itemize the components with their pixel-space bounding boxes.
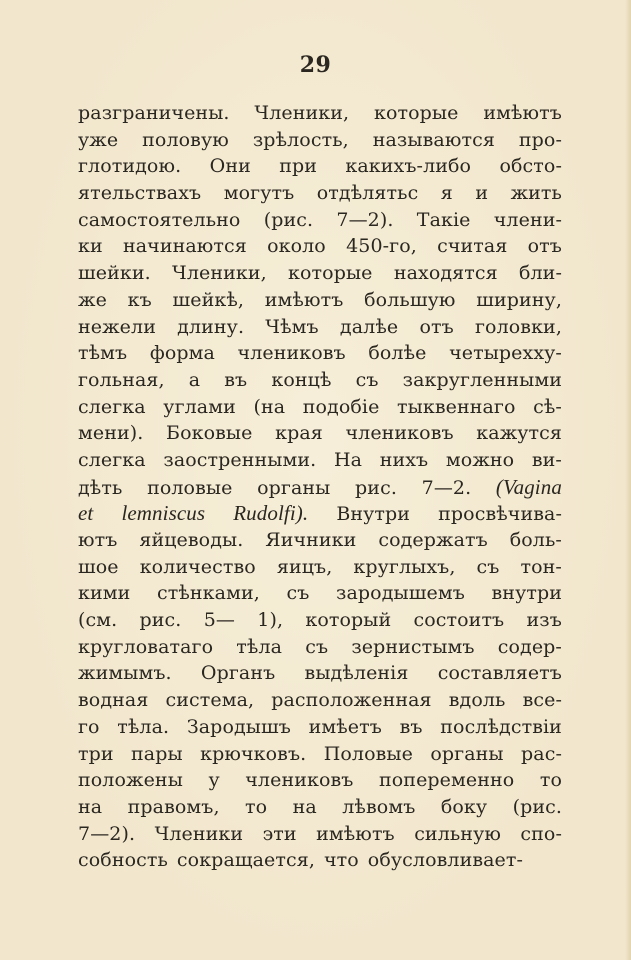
word: et: [78, 501, 94, 526]
word: имѣетъ: [308, 715, 382, 738]
word: обсто-: [499, 155, 562, 178]
word: четырехху-: [449, 342, 562, 365]
word: (рис.: [512, 795, 562, 818]
word: тыквеннаго: [397, 395, 516, 418]
word: внутри: [491, 582, 562, 605]
word: жимымъ.: [78, 662, 172, 685]
word: органы: [430, 742, 504, 765]
word: лѣвомъ: [342, 795, 416, 818]
text-line: [78, 180, 562, 207]
word: 1),: [257, 609, 284, 632]
word: Зародышъ: [186, 715, 291, 738]
word: слегка: [78, 395, 146, 418]
word: зародышемъ: [336, 582, 465, 605]
text-line: [78, 100, 562, 127]
word: зрѣлость,: [252, 128, 349, 151]
word: спо-: [520, 822, 562, 845]
word: кругловатаго: [78, 635, 214, 658]
word: болѣе: [368, 342, 427, 365]
text-line: [78, 500, 562, 527]
word: 7—2).: [336, 208, 394, 231]
word: шейки.: [78, 262, 151, 285]
word: можно: [445, 448, 515, 471]
text-line: [78, 233, 562, 260]
word: я: [440, 182, 453, 205]
word: подобіе: [302, 395, 380, 418]
word: съ: [476, 555, 500, 578]
word: просвѣчива-: [438, 503, 562, 526]
text-line: [78, 580, 562, 607]
word: положены: [78, 769, 183, 792]
word: нежели: [78, 315, 156, 338]
word: (на: [253, 395, 286, 418]
word: около: [267, 235, 326, 258]
word: тѣла.: [117, 715, 170, 738]
word: отъ: [527, 235, 562, 258]
word: ятельствахъ: [78, 182, 202, 205]
word: шейкѣ,: [172, 288, 245, 311]
text-line: [78, 794, 562, 821]
text-line: [78, 474, 562, 501]
word: и: [475, 182, 489, 205]
word: члениковъ: [237, 342, 346, 365]
word: тон-: [520, 555, 562, 578]
word: имѣютъ: [316, 822, 395, 845]
word: въ: [224, 368, 248, 391]
word: далѣе: [339, 315, 399, 338]
word: дѣть: [78, 476, 123, 499]
word: круглыхъ,: [353, 555, 456, 578]
word: изъ: [526, 609, 562, 632]
word: состоитъ: [413, 609, 505, 632]
word: система,: [165, 689, 255, 712]
word: Внутри: [336, 503, 411, 526]
word: Членики: [154, 822, 244, 845]
word: эти: [262, 822, 297, 845]
word: разграничены.: [78, 102, 230, 124]
text-line: [78, 527, 562, 554]
word: на: [292, 795, 317, 818]
word: которые: [373, 102, 459, 124]
word: а: [188, 368, 201, 391]
word: члениковъ: [345, 422, 454, 445]
word: содер-: [497, 635, 562, 658]
word: расположенная: [271, 689, 432, 712]
word: Чѣмъ: [265, 315, 319, 338]
word: Они: [209, 155, 251, 178]
text-line: [78, 660, 562, 687]
word: стѣнками,: [157, 582, 260, 605]
word: тѣла: [236, 635, 283, 658]
word: углами: [163, 395, 236, 418]
word: отдѣлятьс: [316, 182, 419, 205]
word: ютъ: [78, 529, 118, 551]
word: на: [78, 795, 103, 818]
word: кажутся: [476, 422, 562, 445]
text-line: [78, 847, 562, 874]
text-line: [78, 287, 562, 314]
word: форма: [149, 342, 215, 365]
word: правомъ,: [127, 795, 220, 818]
word: (см.: [78, 609, 118, 632]
word: Органъ: [200, 662, 276, 685]
word: три: [78, 742, 114, 765]
word: могутъ: [223, 182, 295, 205]
word: въ: [399, 715, 423, 738]
word: отъ: [419, 315, 454, 338]
text-line: [78, 821, 562, 848]
text-line: [78, 127, 562, 154]
word: все-: [522, 689, 562, 712]
word: называются: [372, 128, 495, 151]
word: зернистымъ: [351, 635, 475, 658]
word: 450-го,: [346, 235, 417, 258]
word: тѣмъ: [78, 342, 128, 365]
word: Половые: [323, 742, 413, 765]
word: къ: [127, 288, 152, 311]
word: имѣютъ: [483, 102, 562, 124]
word: Rudolfi).: [233, 501, 309, 526]
word: ки: [78, 235, 103, 258]
word: большую: [364, 288, 456, 311]
word: lemniscus: [121, 501, 206, 526]
word: самостоятельно: [78, 208, 241, 231]
word: имѣютъ: [264, 288, 344, 311]
word: слегка: [78, 448, 146, 471]
word: Членики,: [254, 102, 350, 124]
word: попеременно: [379, 769, 515, 792]
word: На: [333, 448, 363, 471]
word: глотидою.: [78, 155, 182, 178]
word: гольная,: [78, 368, 165, 391]
word: мени).: [78, 422, 144, 445]
word: сокращается,: [176, 849, 315, 872]
word: то: [539, 769, 562, 792]
word: съ: [355, 368, 379, 391]
page-edge-shadow: [625, 0, 631, 960]
text-line: [78, 447, 562, 474]
page-number: 29: [299, 52, 332, 78]
text-line: [78, 554, 562, 581]
word: при: [279, 155, 318, 178]
word: составляетъ: [437, 662, 562, 685]
text-line: [78, 394, 562, 421]
text-line: [78, 767, 562, 794]
word: уже: [78, 128, 119, 151]
text-line: [78, 420, 562, 447]
word: 7—2).: [78, 822, 136, 845]
word: вдоль: [448, 689, 506, 712]
word: ширину,: [476, 288, 562, 311]
text-line: [78, 367, 562, 394]
word: собность: [78, 849, 168, 872]
word: сѣ-: [533, 395, 562, 418]
word: Боковые: [166, 422, 253, 445]
word: го: [78, 715, 100, 738]
word: находятся: [393, 262, 498, 285]
word: рас-: [521, 742, 562, 765]
word: головки,: [474, 315, 562, 338]
text-line: [78, 687, 562, 714]
word: 5—: [203, 609, 235, 632]
word: кими: [78, 582, 131, 605]
word: жить: [510, 182, 562, 205]
word: длину.: [177, 315, 245, 338]
word: что: [323, 849, 359, 872]
word: рис.: [139, 609, 182, 632]
text-line: [78, 634, 562, 661]
word: же: [78, 288, 107, 311]
word: члени-: [493, 208, 562, 231]
word: сильную: [414, 822, 501, 845]
word: водная: [78, 689, 149, 712]
word: края: [275, 422, 323, 445]
word: Членики,: [172, 262, 267, 285]
word: нихъ: [379, 448, 429, 471]
word: концѣ: [271, 368, 332, 391]
word: крючковъ.: [200, 742, 307, 765]
text-line: [78, 314, 562, 341]
text-line: [78, 260, 562, 287]
word: начинаются: [122, 235, 247, 258]
text-line: [78, 714, 562, 741]
text-line: [78, 741, 562, 768]
word: съ: [286, 582, 310, 605]
word: яйцеводы.: [139, 529, 244, 551]
word: ви-: [531, 448, 562, 471]
word: 7—2.: [421, 476, 472, 499]
word: закругленными: [402, 368, 562, 391]
word: заостренными.: [163, 448, 317, 471]
word: то: [245, 795, 268, 818]
word: про-: [518, 128, 562, 151]
text-line: [78, 607, 562, 634]
body-text: [78, 100, 562, 874]
word: содержатъ: [378, 529, 488, 551]
word: считая: [437, 235, 508, 258]
word: послѣдствіи: [440, 715, 562, 738]
word: боку: [440, 795, 488, 818]
word: члениковъ: [245, 769, 354, 792]
word: рис.: [355, 476, 397, 499]
word: боль-: [509, 529, 562, 551]
word: съ: [305, 635, 329, 658]
word: яицъ,: [276, 555, 333, 578]
word: который: [305, 609, 392, 632]
word: какихъ-либо: [345, 155, 472, 178]
word: Яичники: [265, 529, 357, 551]
word: выдѣленія: [304, 662, 409, 685]
text-line: [78, 207, 562, 234]
text-line: [78, 153, 562, 180]
word: Такіе: [416, 208, 471, 231]
word: органы: [257, 476, 331, 499]
word: половые: [147, 476, 233, 499]
text-line: [78, 340, 562, 367]
word: обусловливает-: [367, 849, 524, 872]
word: у: [208, 769, 220, 792]
word: шое: [78, 555, 119, 578]
word: половую: [142, 128, 229, 151]
word: которые: [288, 262, 373, 285]
word: (Vagina: [495, 474, 562, 499]
word: количество: [139, 555, 256, 578]
word: пары: [131, 742, 183, 765]
word: бли-: [518, 262, 562, 285]
word: (рис.: [263, 208, 314, 231]
